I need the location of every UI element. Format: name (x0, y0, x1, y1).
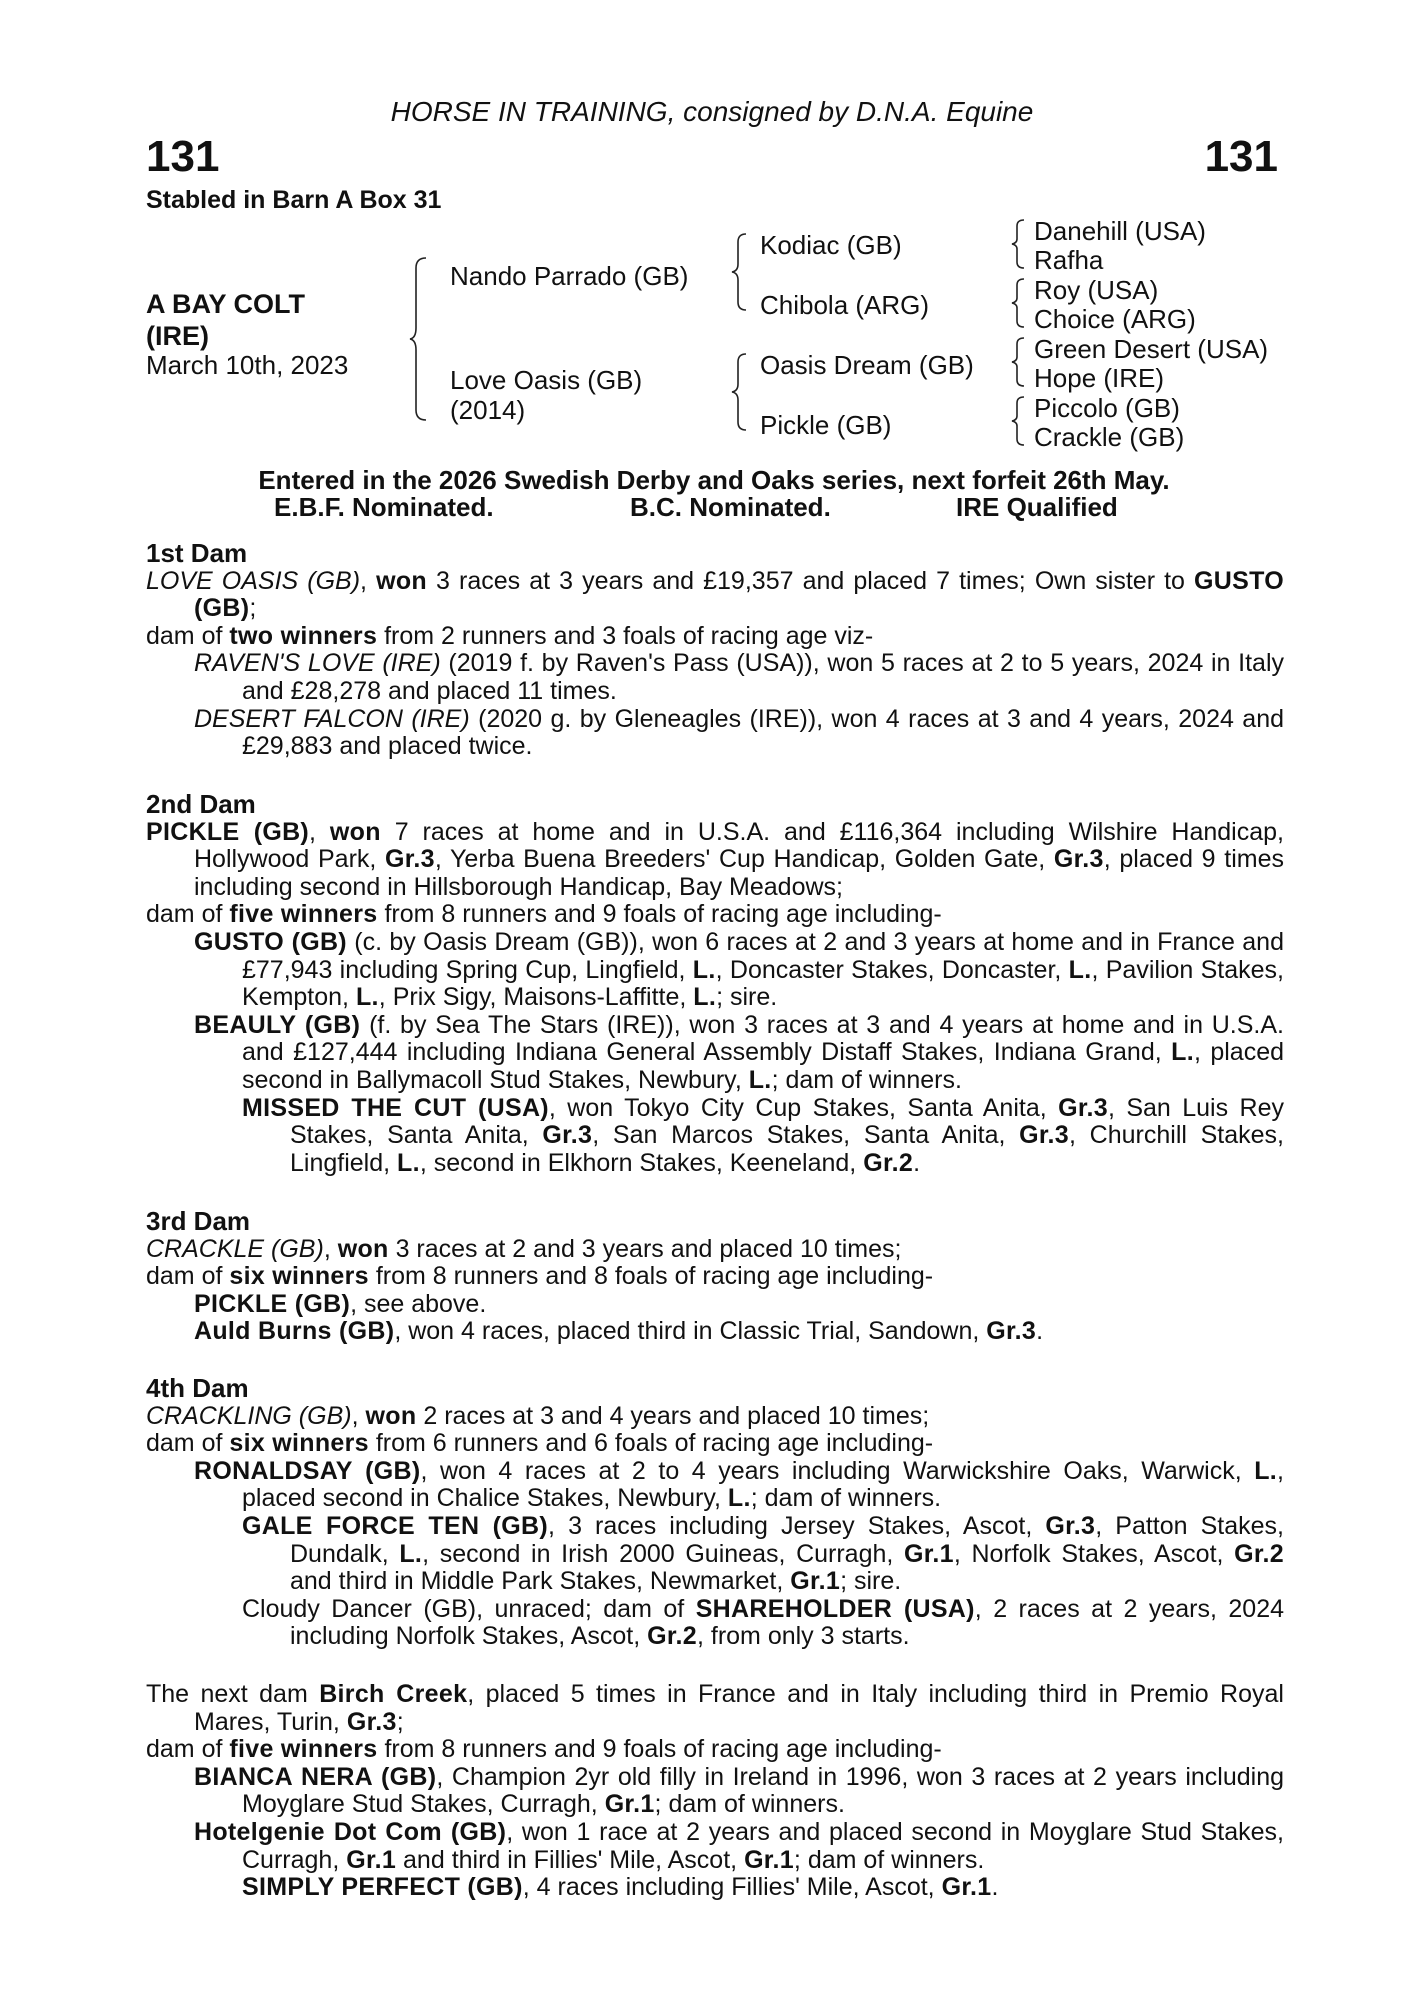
third-dam-record: 3 races at 2 and 3 years and placed 10 times; (395, 1234, 902, 1263)
progeny-name: Hotelgenie Dot Com (GB) (194, 1817, 507, 1846)
listed-label: L. (397, 1148, 420, 1177)
first-dam-runners: from 2 runners and 3 foals of racing age viz- (384, 621, 874, 650)
progeny-record: (c. by Oasis Dream (GB)), won 6 races at 2 and 3 years at home and in France and £77,943 including Spring Cup, Lingfield, (242, 927, 1284, 984)
listed-label: L. (355, 983, 379, 1012)
grand-progeny-name: SIMPLY PERFECT (GB) (242, 1873, 523, 1902)
first-dam-winners: two winners (229, 621, 378, 650)
grade-label: Gr.3 (1058, 1093, 1108, 1122)
progeny-name: PICKLE (GB) (194, 1289, 351, 1318)
pedigree-g4: Choice (ARG) (1034, 304, 1196, 334)
grade-label: Gr.1 (904, 1539, 954, 1568)
progeny-record: . (1036, 1317, 1044, 1346)
next-dam-semicolon: ; (396, 1707, 404, 1736)
progeny-record: (2019 f. by Raven's Pass (USA)), won 5 races at 2 to 5 years, 2024 in Italy and £28,278 and placed 11 times. (242, 649, 1285, 705)
grand-progeny-record: . (991, 1873, 999, 1902)
second-dam-winners: five winners (229, 900, 378, 929)
grand-progeny-record: , San Luis Rey Stakes, Santa Anita, (290, 1093, 1284, 1150)
grade-label: Gr.1 (790, 1567, 841, 1596)
grade-label: Gr.3 (385, 845, 435, 874)
pedigree-dam-sire: Oasis Dream (GB) (760, 350, 974, 380)
next-dam-winners: five winners (229, 1735, 378, 1764)
grand-progeny-record: , Norfolk Stakes, Ascot, (953, 1539, 1224, 1568)
progeny-name: RONALDSAY (GB) (194, 1456, 421, 1485)
horse-description (146, 288, 305, 352)
grand-progeny-name: SHAREHOLDER (USA) (695, 1594, 975, 1623)
fourth-dam-damof: dam of (146, 1429, 223, 1458)
second-dam-heading: 2nd Dam (146, 789, 256, 819)
pedigree-bracket-main (408, 256, 430, 422)
lot-number-right: 131 (1204, 132, 1278, 181)
fourth-dam-section: 4th Dam CRACKLING (GB), won 2 races at 3 and 4 years and placed 10 times; dam of six winners from 6 runners and 6 foals of racing age including- RONALDSAY (GB), won 4 races at 2 to 4 years including Warwickshire Oaks, Warwick, L., placed second in Chalice Stakes, Newbury, L.; dam of winners. GALE FORCE TEN (GB), 3 races including Jersey Stakes, Ascot, Gr.3, Patton Stakes, Dundalk, L., second in Irish 2000 Guineas, Curragh, Gr.1, Norfolk Stakes, Ascot, Gr.2 and third in Middle Park Stakes, Newmarket, Gr.1; sire. Cloudy Dancer (GB), unraced; dam of SHAREHOLDER (USA), 2 races at 2 years, 2024 including Norfolk Stakes, Ascot, Gr.2, from only 3 starts. (146, 1373, 1285, 1651)
listed-label: L. (748, 1065, 772, 1094)
third-dam-damof: dam of (146, 1262, 223, 1291)
progeny-record: (f. by Sea The Stars (IRE)), won 3 races at 3 and 4 years at home and in U.S.A. and £127,444 including Indiana General Assembly Distaff Stakes, Indiana Grand, (242, 1010, 1284, 1067)
ebf-nominated: E.B.F. Nominated. (274, 492, 494, 522)
second-dam-record: 7 races at home and in U.S.A. and £116,364 including Wilshire Handicap, Hollywood Park, (194, 817, 1284, 874)
listed-label: L. (693, 983, 717, 1012)
consignment-line: HORSE IN TRAINING, consigned by D.N.A. Equine (390, 96, 1034, 127)
grand-progeny-record: and third in Middle Park Stakes, Newmarket, (290, 1567, 784, 1596)
grand-progeny-name: MISSED THE CUT (USA) (242, 1093, 549, 1122)
grand-progeny-record: , 3 races including Jersey Stakes, Ascot, (548, 1511, 1033, 1540)
second-dam-section: 2nd Dam PICKLE (GB), won 7 races at home and in U.S.A. and £116,364 including Wilshire Handicap, Hollywood Park, Gr.3, Yerba Buena Breeders' Cup Handicap, Golden Gate, Gr.3, placed 9 times including second in Hillsborough Handicap, Bay Meadows; dam of five winners from 8 runners and 9 foals of racing age including- GUSTO (GB) (c. by Oasis Dream (GB)), won 6 races at 2 and 3 years at home and in France and £77,943 including Spring Cup, Lingfield, L., Doncaster Stakes, Doncaster, L., Pavilion Stakes, Kempton, L., Prix Sigy, Maisons-Laffitte, L.; sire. BEAULY (GB) (f. by Sea The Stars (IRE)), won 3 races at 3 and 4 years at home and in U.S.A. and £127,444 including Indiana General Assembly Distaff Stakes, Indiana Grand, L., placed second in Ballymacoll Stud Stakes, Newbury, L.; dam of winners. MISSED THE CUT (USA), won Tokyo City Cup Stakes, Santa Anita, Gr.3, San Luis Rey Stakes, Santa Anita, Gr.3, San Marcos Stakes, Santa Anita, Gr.3, Churchill Stakes, Lingfield, L., second in Elkhorn Stakes, Keeneland, Gr.2. (146, 789, 1285, 1177)
grand-progeny-record: , Patton Stakes, Dundalk, (290, 1511, 1285, 1568)
next-dam-intro: The next dam (146, 1680, 308, 1708)
grade-label: Gr.1 (346, 1845, 397, 1874)
second-dam-runners: from 8 runners and 9 foals of racing age including- (384, 900, 942, 929)
progeny-name: RAVEN'S LOVE (IRE) (194, 649, 441, 678)
second-dam-record-cont: , placed 9 times including second in Hillsborough Handicap, Bay Meadows; (194, 845, 1284, 901)
pedigree-bracket-g34 (1010, 277, 1028, 329)
listed-label: L. (1171, 1038, 1194, 1067)
progeny-name: Auld Burns (GB) (194, 1317, 395, 1346)
second-dam-name: PICKLE (GB) (146, 817, 310, 846)
first-dam-semicolon: ; (249, 594, 257, 623)
horse-description-line1: A BAY COLT (146, 289, 306, 319)
grade-label: Gr.1 (744, 1845, 794, 1874)
progeny-name: BEAULY (GB) (194, 1010, 361, 1039)
first-dam-section: 1st Dam LOVE OASIS (GB), won 3 races at 3 years and £19,357 and placed 7 times; Own sister to GUSTO (GB); dam of two winners from 2 runners and 3 foals of racing age viz- RAVEN'S LOVE (IRE) (2019 f. by Raven's Pass (USA)), won 5 races at 2 to 5 years, 2024 in Italy and £28,278 and placed 11 times. DESERT FALCON (IRE) (2020 g. by Gleneagles (IRE)), won 4 races at 3 and 4 years, 2024 and £29,883 and placed twice. (146, 538, 1285, 761)
next-dam-name: Birch Creek (319, 1680, 468, 1708)
second-dam-won: won (329, 817, 381, 846)
pedigree-sire-dam: Chibola (ARG) (760, 290, 930, 320)
progeny-name: GUSTO (GB) (194, 927, 347, 956)
fourth-dam-name: CRACKLING (GB) (146, 1401, 352, 1430)
pedigree-g3: Roy (USA) (1034, 275, 1159, 305)
pedigree-g6: Hope (IRE) (1034, 363, 1165, 393)
first-dam-name: LOVE OASIS (GB) (146, 566, 361, 595)
listed-label: L. (727, 1484, 751, 1513)
progeny-record: ; dam of winners. (750, 1484, 942, 1513)
pedigree-bracket-g56 (1010, 336, 1028, 388)
pedigree-g8: Crackle (GB) (1034, 422, 1185, 452)
progeny-record: , won 4 races, placed third in Classic Trial, Sandown, (394, 1317, 980, 1346)
third-dam-runners: from 8 runners and 8 foals of racing age including- (375, 1262, 934, 1291)
grand-progeny-record: Cloudy Dancer (GB), unraced; dam of (242, 1594, 685, 1623)
pedigree-bracket-dam (730, 352, 750, 432)
progeny-record: , Champion 2yr old filly in Ireland in 1996, won 3 races at 2 years including Moyglare Stud Stakes, Curragh, (242, 1762, 1284, 1819)
pedigree-sire: Nando Parrado (GB) (450, 261, 689, 291)
next-dam-record: , placed 5 times in France and in Italy including third in Premio Royal Mares, Turin, (194, 1680, 1284, 1736)
progeny-record: ; sire. (716, 983, 778, 1012)
ire-qualified: IRE Qualified (956, 492, 1118, 522)
progeny-record: ; dam of winners. (771, 1065, 962, 1094)
first-dam-heading: 1st Dam (146, 538, 248, 568)
first-dam-record: 3 races at 3 years and £19,357 and placed 7 times; Own sister to (436, 566, 1185, 595)
pedigree-g5: Green Desert (USA) (1034, 334, 1269, 364)
grand-progeny-name: GALE FORCE TEN (GB) (242, 1511, 549, 1540)
grade-label: Gr.3 (986, 1317, 1037, 1346)
progeny-record: ; dam of winners. (654, 1790, 845, 1819)
progeny-record: , Prix Sigy, Maisons-Laffitte, (378, 983, 687, 1012)
grand-progeny-record: ; sire. (840, 1567, 902, 1596)
fourth-dam-winners: six winners (229, 1429, 369, 1458)
second-dam-record-cont: , Yerba Buena Breeders' Cup Handicap, Golden Gate, (434, 845, 1046, 874)
fourth-dam-won: won (365, 1401, 417, 1430)
horse-description-line2: (IRE) (146, 321, 209, 351)
grade-label: Gr.3 (1019, 1121, 1070, 1150)
progeny-record: , Pavilion Stakes, Kempton, (242, 955, 1285, 1012)
next-dam-section (146, 1681, 1284, 1902)
progeny-record: (2020 g. by Gleneagles (IRE)), won 4 races at 3 and 4 years, 2024 and £29,883 and placed twice. (242, 704, 1285, 761)
pedigree-sire-sire: Kodiac (GB) (760, 230, 902, 260)
grade-label: Gr.3 (346, 1707, 397, 1736)
grand-progeny-record: , won Tokyo City Cup Stakes, Santa Anita, (548, 1093, 1047, 1122)
fourth-dam-heading: 4th Dam (146, 1373, 249, 1403)
third-dam-heading: 3rd Dam (146, 1206, 251, 1236)
first-dam-sister: GUSTO (GB) (194, 566, 1284, 623)
grand-progeny-record: , second in Elkhorn Stakes, Keeneland, (419, 1148, 857, 1177)
pedigree-dam-year: (2014) (450, 395, 526, 425)
first-dam-won: won (376, 566, 427, 595)
pedigree-g1: Danehill (USA) (1034, 216, 1206, 246)
third-dam-name: CRACKLE (GB) (146, 1234, 324, 1263)
listed-label: L. (1254, 1456, 1278, 1485)
pedigree-bracket-g12 (1010, 218, 1028, 270)
grade-label: Gr.1 (604, 1790, 655, 1819)
fourth-dam-runners: from 6 runners and 6 foals of racing age including- (375, 1429, 934, 1458)
progeny-record: , won 1 race at 2 years and placed second in Moyglare Stud Stakes, Curragh, (242, 1817, 1284, 1874)
fourth-dam-record: 2 races at 3 and 4 years and placed 10 times; (423, 1401, 930, 1430)
progeny-record: , won 4 races at 2 to 4 years including Warwickshire Oaks, Warwick, (420, 1456, 1242, 1485)
listed-label: L. (692, 955, 716, 984)
first-dam-damof: dam of (146, 621, 223, 650)
next-dam-runners: from 8 runners and 9 foals of racing age including- (384, 1735, 942, 1764)
progeny-record: , placed second in Chalice Stakes, Newbury, (242, 1456, 1284, 1513)
progeny-record: and third in Fillies' Mile, Ascot, (403, 1845, 738, 1874)
grand-progeny-record: , Churchill Stakes, Lingfield, (290, 1121, 1285, 1177)
third-dam-winners: six winners (229, 1262, 369, 1291)
progeny-name: DESERT FALCON (IRE) (194, 704, 470, 733)
bc-nominated: B.C. Nominated. (630, 492, 831, 522)
progeny-record: ; dam of winners. (793, 1845, 985, 1874)
foaling-date: March 10th, 2023 (146, 350, 349, 380)
grand-progeny-record: , 2 races at 2 years, 2024 including Norfolk Stakes, Ascot, (290, 1594, 1285, 1651)
progeny-record: , see above. (350, 1289, 487, 1318)
grade-label: Gr.1 (941, 1873, 992, 1902)
grand-progeny-record: , 4 races including Fillies' Mile, Ascot, (522, 1873, 935, 1902)
third-dam-section: 3rd Dam CRACKLE (GB), won 3 races at 2 and 3 years and placed 10 times; dam of six winners from 8 runners and 8 foals of racing age including- PICKLE (GB), see above. Auld Burns (GB), won 4 races, placed third in Classic Trial, Sandown, Gr.3. (146, 1208, 1284, 1346)
next-dam-damof: dam of (146, 1735, 223, 1764)
pedigree-dam: Love Oasis (GB) (450, 365, 643, 395)
grand-progeny-record: , second in Irish 2000 Guineas, Curragh, (422, 1539, 894, 1568)
progeny-name: BIANCA NERA (GB) (194, 1762, 437, 1791)
progeny-record: , placed second in Ballymacoll Stud Stakes, Newbury, (242, 1038, 1284, 1094)
pedigree-bracket-g78 (1010, 395, 1028, 447)
pedigree-g2: Rafha (1034, 245, 1104, 275)
stabled-location: Stabled in Barn A Box 31 (146, 186, 442, 214)
progeny-record: , Doncaster Stakes, Doncaster, (715, 955, 1062, 984)
listed-label: L. (399, 1539, 423, 1568)
pedigree-bracket-sire (730, 232, 750, 312)
lot-number-left: 131 (146, 132, 220, 181)
second-dam-damof: dam of (146, 900, 223, 929)
grade-label: Gr.2 (647, 1622, 697, 1651)
grand-progeny-record: . (913, 1148, 921, 1177)
grade-label: Gr.2 (863, 1148, 914, 1177)
grade-label: Gr.2 (1234, 1539, 1284, 1568)
pedigree-g7: Piccolo (GB) (1034, 393, 1180, 423)
grand-progeny-record: , San Marcos Stakes, Santa Anita, (592, 1121, 1006, 1150)
grade-label: Gr.3 (542, 1121, 593, 1150)
listed-label: L. (1068, 955, 1092, 984)
grade-label: Gr.3 (1045, 1511, 1096, 1540)
third-dam-won: won (337, 1234, 389, 1263)
grand-progeny-record: , from only 3 starts. (696, 1622, 910, 1651)
pedigree-dam-dam: Pickle (GB) (760, 410, 892, 440)
entries-line: Entered in the 2026 Swedish Derby and Oaks series, next forfeit 26th May. (258, 465, 1170, 495)
grade-label: Gr.3 (1053, 845, 1104, 874)
